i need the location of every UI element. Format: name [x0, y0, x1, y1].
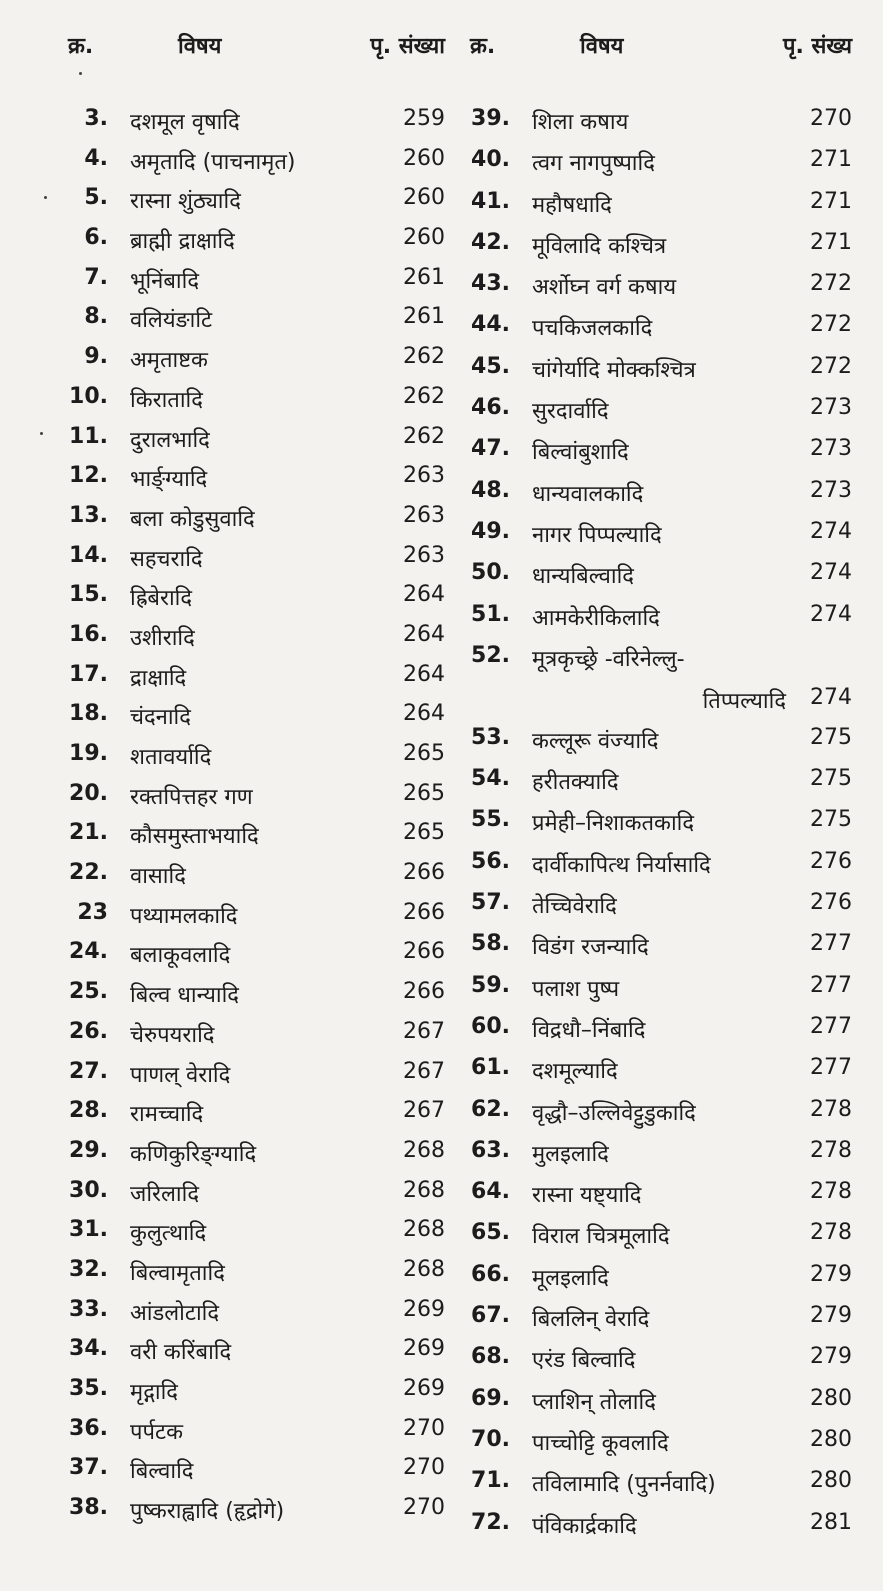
entry-page: 279	[810, 1303, 852, 1329]
entry-page: 270	[403, 1495, 445, 1521]
index-row	[60, 576, 445, 616]
entry-subject: बिल्वादि	[130, 1459, 194, 1485]
entry-page: 279	[810, 1344, 852, 1370]
entry-subject: पंविकार्द्रकादि	[532, 1513, 637, 1539]
index-row	[60, 933, 445, 973]
entry-subject: मूलइलादि	[532, 1265, 609, 1291]
entry-page: 267	[403, 1058, 445, 1084]
entry-page: 259	[403, 106, 445, 131]
entry-subject: ब्राह्मी द्राक्षादि	[130, 229, 235, 255]
entry-subject: जरिलादि	[130, 1181, 200, 1207]
index-row	[462, 1421, 852, 1462]
entry-subject: वासादि	[130, 864, 186, 890]
entry-page: 272	[810, 312, 852, 338]
entry-page: 275	[810, 807, 852, 833]
entry-page: 268	[403, 1137, 445, 1163]
entry-number: 13.	[69, 502, 108, 528]
entry-page: 281	[810, 1509, 852, 1535]
index-row	[462, 925, 852, 966]
entry-subject: एरंड बिल्वादि	[532, 1348, 636, 1374]
entry-subject: दार्वीकापित्थ निर्यासादि	[532, 852, 711, 878]
entry-page: 261	[403, 264, 445, 290]
entry-number: 10.	[69, 383, 108, 409]
entry-page: 268	[403, 1256, 445, 1282]
entry-page: 275	[810, 766, 852, 792]
index-row	[60, 1092, 445, 1132]
entry-number: 48.	[471, 477, 510, 503]
index-row	[462, 554, 852, 595]
entry-number: 16.	[69, 621, 108, 647]
index-row	[60, 1053, 445, 1093]
entry-number: 47.	[471, 436, 510, 462]
entry-subject: बिल्वांबुशादि	[532, 440, 629, 466]
index-row	[462, 596, 852, 637]
entry-number: 9.	[84, 344, 108, 370]
index-row	[60, 616, 445, 656]
index-row	[60, 338, 445, 378]
entry-subject: पर्पटक	[130, 1419, 183, 1445]
index-row	[462, 884, 852, 925]
entry-number: 61.	[471, 1055, 510, 1081]
index-row	[60, 695, 445, 735]
entry-page: 264	[403, 621, 445, 647]
index-row	[462, 967, 852, 1008]
entry-page: 268	[403, 1177, 445, 1203]
entry-number: 18.	[69, 701, 108, 727]
entry-page: 266	[403, 860, 445, 886]
entry-number: 36.	[69, 1415, 108, 1441]
entry-number: 49.	[471, 518, 510, 544]
entry-page: 264	[403, 701, 445, 727]
entry-page: 263	[403, 463, 445, 489]
index-row	[60, 259, 445, 299]
entry-page: 279	[810, 1261, 852, 1287]
entry-subject: दशमूल वृषादि	[130, 110, 240, 135]
entry-number: 40.	[471, 147, 510, 173]
entry-page: 266	[403, 899, 445, 925]
index-row	[462, 760, 852, 801]
entry-page: 276	[810, 848, 852, 874]
index-row	[462, 1214, 852, 1255]
entry-number: 8.	[84, 304, 108, 330]
entry-page: 260	[403, 185, 445, 211]
entry-number: 27.	[69, 1058, 108, 1084]
entry-subject: शतावर्यादि	[130, 745, 212, 770]
index-row	[462, 306, 852, 347]
header-no: क्र.	[470, 34, 496, 59]
header-no: क्र.	[68, 34, 94, 59]
entry-number: 60.	[471, 1013, 510, 1039]
index-row	[60, 219, 445, 259]
index-row	[60, 418, 445, 458]
entry-subject: ह्रिबेरादि	[130, 586, 193, 612]
entry-page: 271	[810, 147, 852, 173]
index-row	[60, 497, 445, 537]
index-row	[462, 1297, 852, 1338]
index-row	[60, 140, 445, 180]
entry-page: 270	[403, 1415, 445, 1441]
entry-number: 57.	[471, 890, 510, 916]
index-row	[462, 1008, 852, 1049]
entry-subject: कुलुत्थादि	[130, 1221, 207, 1247]
entry-subject: अर्शोघ्न वर्ग कषाय	[532, 275, 677, 301]
entry-number: 59.	[471, 972, 510, 998]
index-row	[60, 1370, 445, 1410]
entry-number: 24.	[69, 939, 108, 965]
index-row	[60, 298, 445, 338]
entry-subject: महौषधादि	[532, 192, 612, 218]
entry-subject: दुरालभादि	[130, 427, 210, 453]
entry-number: 46.	[471, 395, 510, 421]
index-row	[462, 1091, 852, 1132]
left-column	[60, 0, 445, 1591]
entry-subject: पथ्यामलकादि	[130, 903, 238, 929]
entry-page: 271	[810, 188, 852, 214]
scan-speck	[79, 72, 82, 75]
entry-number: 22.	[69, 860, 108, 886]
entry-subject: सहचरादि	[130, 546, 203, 572]
index-row	[462, 100, 852, 141]
index-row	[60, 1132, 445, 1172]
entry-page: 278	[810, 1137, 852, 1163]
index-row	[462, 1380, 852, 1421]
entry-number: 32.	[69, 1256, 108, 1282]
entry-number: 72.	[471, 1509, 510, 1535]
entry-page: 274	[810, 518, 852, 544]
entry-subject: अमृतादि (पाचनामृत)	[130, 149, 296, 175]
entry-page: 267	[403, 1098, 445, 1124]
entry-number: 62.	[471, 1096, 510, 1122]
index-row	[60, 1410, 445, 1450]
entry-subject: चांगेर्यादि मोक्कश्चित्र	[532, 357, 696, 383]
entry-number: 38.	[69, 1495, 108, 1521]
entry-page: 277	[810, 1055, 852, 1081]
right-rows	[462, 100, 852, 1545]
entry-page: 269	[403, 1296, 445, 1322]
index-row	[60, 457, 445, 497]
index-row	[462, 472, 852, 513]
entry-subject: द्राक्षादि	[130, 665, 187, 691]
entry-page: 263	[403, 502, 445, 528]
index-row	[60, 378, 445, 418]
index-row	[60, 1330, 445, 1370]
entry-page: 264	[403, 582, 445, 608]
entry-subject: कल्लूरू वंज्यादि	[532, 728, 659, 754]
header-subject: विषय	[178, 34, 222, 59]
entry-page: 265	[403, 820, 445, 846]
entry-number: 69.	[471, 1385, 510, 1411]
entry-number: 70.	[471, 1426, 510, 1452]
entry-number: 54.	[471, 766, 510, 792]
index-row	[60, 100, 445, 140]
entry-subject: आंडलोटादि	[130, 1300, 220, 1326]
entry-page: 277	[810, 931, 852, 957]
entry-subject: अमृताष्टक	[130, 348, 208, 374]
entry-page: 278	[810, 1220, 852, 1246]
entry-subject: नागर पिप्पल्यादि	[532, 522, 662, 548]
entry-number: 11.	[69, 423, 108, 449]
scan-speck	[44, 196, 47, 199]
entry-subject: धान्यवालकादि	[532, 481, 644, 507]
index-row	[60, 537, 445, 577]
index-row	[462, 430, 852, 471]
entry-subject: बला कोडुसुवादि	[130, 506, 255, 532]
header-page: पृ. संख्य	[782, 34, 852, 59]
entry-number: 66.	[471, 1261, 510, 1287]
entry-number: 37.	[69, 1455, 108, 1481]
entry-page: 266	[403, 939, 445, 965]
index-row	[60, 1489, 445, 1529]
index-row	[60, 735, 445, 775]
entry-subject: तेच्चिवेरादि	[532, 894, 617, 920]
entry-number: 51.	[471, 601, 510, 627]
entry-page: 268	[403, 1217, 445, 1243]
entry-number: 4.	[84, 145, 108, 171]
entry-subject: त्वग नागपुष्पादि	[532, 151, 655, 177]
entry-page: 273	[810, 395, 852, 421]
index-row	[60, 1291, 445, 1331]
entry-subject: दशमूल्यादि	[532, 1059, 618, 1085]
entry-subject: धान्यबिल्वादि	[532, 564, 634, 590]
entry-page: 262	[403, 423, 445, 449]
entry-subject: कणिकुरिङ्ग्यादि	[130, 1141, 257, 1167]
entry-subject: सुरदार्वादि	[532, 399, 609, 425]
entry-page: 267	[403, 1018, 445, 1044]
index-row	[60, 775, 445, 815]
index-row	[462, 1256, 852, 1297]
entry-number: 33.	[69, 1296, 108, 1322]
entry-page: 269	[403, 1336, 445, 1362]
index-row	[462, 265, 852, 306]
entry-number: 39.	[471, 106, 510, 131]
entry-page: 277	[810, 1013, 852, 1039]
entry-number: 63.	[471, 1137, 510, 1163]
entry-number: 28.	[69, 1098, 108, 1124]
entry-number: 25.	[69, 979, 108, 1005]
entry-number: 53.	[471, 724, 510, 750]
entry-subject: भूनिंबादि	[130, 268, 200, 294]
entry-number: 55.	[471, 807, 510, 833]
entry-page: 278	[810, 1096, 852, 1122]
index-row	[462, 513, 852, 554]
index-row	[462, 1049, 852, 1090]
header-subject: विषय	[580, 34, 624, 59]
entry-subject: बिललिन् वेरादि	[532, 1307, 650, 1333]
entry-subject: विराल चित्रमूलादि	[532, 1224, 670, 1250]
entry-page: 272	[810, 271, 852, 297]
index-row	[462, 348, 852, 389]
index-row	[462, 1462, 852, 1503]
entry-subject: रक्तपित्तहर गण	[130, 784, 253, 810]
entry-number: 35.	[69, 1376, 108, 1401]
entry-number: 67.	[471, 1303, 510, 1329]
entry-subject: पलाश पुष्प	[532, 976, 620, 1002]
entry-number: 58.	[471, 931, 510, 957]
entry-subject: भार्ङ्ग्यादि	[130, 467, 208, 493]
entry-page: 269	[403, 1376, 445, 1401]
entry-number: 50.	[471, 560, 510, 586]
index-row	[60, 1172, 445, 1212]
index-row	[462, 1504, 852, 1545]
entry-number: 45.	[471, 353, 510, 379]
entry-subject-continued: तिप्पल्यादि	[702, 688, 786, 714]
entry-number: 5.	[84, 185, 108, 211]
left-rows	[60, 100, 445, 1529]
entry-page: 274	[810, 601, 852, 627]
entry-number: 64.	[471, 1179, 510, 1205]
entry-page: 260	[403, 145, 445, 171]
entry-page: 280	[810, 1468, 852, 1494]
entry-subject: मूविलादि कश्चित्र	[532, 233, 667, 259]
index-row	[60, 1013, 445, 1053]
entry-subject: वलियंङाटि	[130, 308, 213, 334]
entry-page: 266	[403, 979, 445, 1005]
entry-page: 280	[810, 1385, 852, 1411]
entry-page: 270	[403, 1455, 445, 1481]
entry-number: 43.	[471, 271, 510, 297]
entry-number: 42.	[471, 229, 510, 255]
index-row	[462, 141, 852, 182]
index-row	[60, 814, 445, 854]
index-row	[60, 179, 445, 219]
entry-number: 17.	[69, 661, 108, 687]
entry-number: 19.	[69, 741, 108, 766]
entry-subject: किरातादि	[130, 387, 203, 413]
right-column	[462, 0, 852, 1591]
entry-number: 52.	[471, 642, 510, 668]
entry-number: 30.	[69, 1177, 108, 1203]
entry-number: 23	[77, 899, 108, 925]
entry-number: 3.	[84, 106, 108, 131]
entry-subject: शिला कषाय	[532, 110, 629, 135]
entry-subject: चंदनादि	[130, 705, 191, 731]
entry-page: 265	[403, 780, 445, 806]
index-row	[60, 656, 445, 696]
index-row	[462, 719, 852, 760]
entry-number: 21.	[69, 820, 108, 846]
index-row	[60, 1251, 445, 1291]
header-page: पृ. संख्या	[370, 34, 445, 59]
entry-page: 277	[810, 972, 852, 998]
entry-number: 6.	[84, 225, 108, 251]
entry-number: 29.	[69, 1137, 108, 1163]
index-row	[462, 801, 852, 842]
entry-page: 264	[403, 661, 445, 687]
index-row	[462, 389, 852, 430]
index-row	[462, 1338, 852, 1379]
entry-page: 263	[403, 542, 445, 568]
index-row	[60, 894, 445, 934]
entry-number: 26.	[69, 1018, 108, 1044]
entry-number: 41.	[471, 188, 510, 214]
entry-page: 260	[403, 225, 445, 251]
entry-page: 278	[810, 1179, 852, 1205]
index-row	[60, 973, 445, 1013]
entry-number: 68.	[471, 1344, 510, 1370]
entry-subject: वरी करिंबादि	[130, 1340, 232, 1366]
entry-page: 275	[810, 724, 852, 750]
entry-page: 276	[810, 890, 852, 916]
index-row	[60, 1211, 445, 1251]
entry-subject: बलाकूवलादि	[130, 943, 231, 969]
entry-subject: चेरुपयरादि	[130, 1022, 215, 1048]
entry-number: 34.	[69, 1336, 108, 1362]
entry-subject: हरीतक्यादि	[532, 770, 619, 796]
entry-subject: प्लाशिन् तोलादि	[532, 1389, 656, 1415]
entry-subject: बिल्वामृतादि	[130, 1260, 225, 1286]
entry-number: 12.	[69, 463, 108, 489]
entry-page: 265	[403, 741, 445, 766]
index-row	[462, 637, 852, 719]
entry-number: 31.	[69, 1217, 108, 1243]
entry-page: 274	[810, 684, 852, 710]
entry-subject: आमकेरीकिलादि	[532, 605, 660, 631]
entry-subject: उशीरादि	[130, 625, 195, 651]
entry-subject: बिल्व धान्यादि	[130, 983, 239, 1009]
entry-page: 270	[810, 106, 852, 131]
entry-number: 65.	[471, 1220, 510, 1246]
left-header	[60, 30, 445, 66]
entry-subject: पचकिजलकादि	[532, 316, 653, 342]
entry-number: 20.	[69, 780, 108, 806]
entry-number: 7.	[84, 264, 108, 290]
entry-subject: रास्ना शुंठ्यादि	[130, 189, 241, 215]
entry-page: 280	[810, 1426, 852, 1452]
entry-subject: रामच्चादि	[130, 1102, 204, 1128]
index-row	[60, 1449, 445, 1489]
index-row	[462, 183, 852, 224]
entry-page: 262	[403, 383, 445, 409]
index-row	[60, 854, 445, 894]
entry-number: 44.	[471, 312, 510, 338]
entry-subject: मुलइलादि	[532, 1141, 609, 1167]
index-row	[462, 843, 852, 884]
entry-subject: वृद्धौ–उल्लिवेट्टुडुकादि	[532, 1100, 696, 1126]
entry-number: 14.	[69, 542, 108, 568]
entry-subject: तविलामादि (पुनर्नवादि)	[532, 1472, 716, 1498]
entry-page: 272	[810, 353, 852, 379]
entry-page: 271	[810, 229, 852, 255]
entry-page: 261	[403, 304, 445, 330]
entry-subject: पाणल् वेरादि	[130, 1062, 231, 1088]
entry-subject: मूत्रकृच्छ्रे -वरिनेल्लु-	[532, 646, 685, 672]
scan-speck	[40, 432, 43, 435]
entry-subject: मृद्गादि	[130, 1380, 178, 1405]
index-row	[462, 224, 852, 265]
entry-number: 56.	[471, 848, 510, 874]
entry-subject: पुष्कराह्वादि (हृद्रोगे)	[130, 1499, 285, 1525]
entry-page: 274	[810, 560, 852, 586]
entry-subject: रास्ना यष्ट्यादि	[532, 1183, 642, 1209]
right-header	[462, 30, 852, 66]
entry-page: 273	[810, 477, 852, 503]
entry-subject: कौसमुस्ताभयादि	[130, 824, 259, 850]
entry-page: 273	[810, 436, 852, 462]
entry-number: 15.	[69, 582, 108, 608]
entry-subject: प्रमेही–निशाकतकादि	[532, 811, 695, 837]
index-row	[462, 1132, 852, 1173]
entry-page: 262	[403, 344, 445, 370]
entry-subject: विडंग रजन्यादि	[532, 935, 649, 961]
entry-subject: विद्रधौ–निंबादि	[532, 1017, 646, 1043]
index-row	[462, 1173, 852, 1214]
entry-subject: पाच्चोट्टि कूवलादि	[532, 1430, 669, 1456]
entry-number: 71.	[471, 1468, 510, 1494]
